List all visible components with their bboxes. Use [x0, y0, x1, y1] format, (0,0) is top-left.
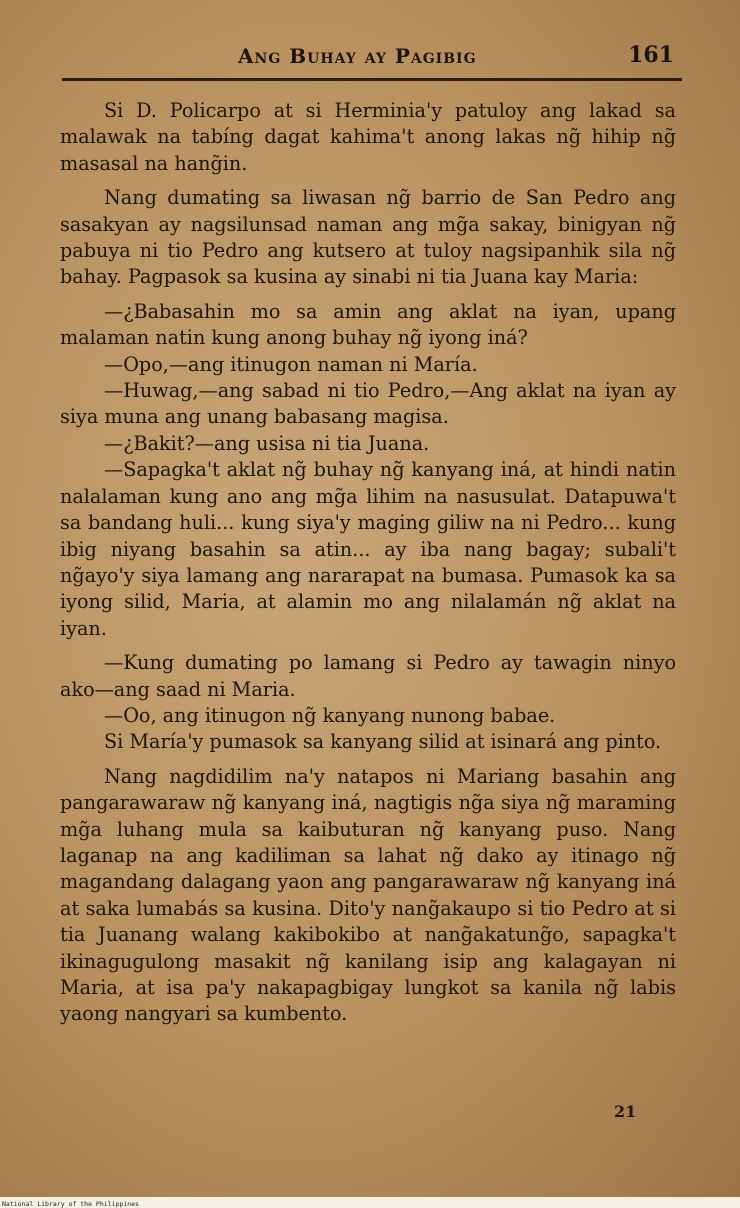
- library-credit: National Library of the Philippines: [2, 1200, 139, 1208]
- paragraph: —Kung dumating po lamang si Pedro ay tawagin ninyo ako—ang saad ni Maria.: [60, 651, 676, 701]
- page-header: [60, 42, 680, 72]
- paragraph: —Oo, ang itinugon ng̃ kanyang nunong babae.: [104, 703, 556, 727]
- paragraph: —Huwag,—ang sabad ni tio Pedro,—Ang aklat na iyan ay siya muna ang unang babasang magisa.: [60, 379, 676, 429]
- running-head: Ang Buhay ay Pagibig: [238, 44, 477, 68]
- signature-mark: 21: [614, 1102, 637, 1121]
- paragraph: —¿Bakit?—ang usisa ni tia Juana.: [104, 431, 430, 455]
- paragraph: —¿Babasahin mo sa amin ang aklat na iyan, upang malaman natin kung anong buhay ng̃ iyong iná?: [60, 299, 676, 350]
- page-number: 161: [628, 42, 674, 68]
- paragraph: Nang dumating sa liwasan ng̃ barrio de San Pedro ang sasakyan ay nagsilunsad naman ang mg̃a sakay, binigyan ng̃ pabuya ni tio Pedro ang kutsero at tuloy nagsipanhik sila ng̃ bahay. Pagpasok sa kusina ay sinabi ni tia Juana kay Maria:: [60, 186, 676, 289]
- paragraph: Si María'y pumasok sa kanyang silid at isinará ang pinto.: [104, 730, 662, 754]
- paragraph: —Opo,—ang itinugon naman ni María.: [104, 352, 478, 376]
- paragraph: Nang nagdidilim na'y natapos ni Mariang basahin ang pangarawaraw ng̃ kanyang iná, nagtigis ng̃a siya ng̃ maraming mg̃a luhang mula sa kaibuturan ng̃ kanyang puso. Nang laganap na ang kadiliman sa lahat ng̃ dako ay itinago ng̃ magandang dalagang yaon ang pangarawaraw ng̃ kanyang iná at saka lumabás sa kusina. Dito'y nang̃akaupo si tio Pedro at si tia Juanang walang kakibokibo at nang̃akatung̃o, sapagka't ikinagugulong masakit ng̃ kanilang isip ang kalagayan ni Maria, at isa pa'y nakapagbigay lungkot sa kanila ng̃ labis yaong nangyari sa kumbento.: [60, 764, 676, 1026]
- header-rule: [62, 78, 682, 81]
- body-text: [60, 98, 676, 1028]
- paragraph: Si D. Policarpo at si Herminia'y patuloy ang lakad sa malawak na tabíng dagat kahima't anong lakas ng̃ hihip ng̃ masasal na hang̃in.: [60, 99, 676, 175]
- paragraph: —Sapagka't aklat ng̃ buhay ng̃ kanyang iná, at hindi natin nalalaman kung ano ang mg̃a lihim na nasusulat. Datapuwa't sa bandang huli... kung siya'y maging giliw na ni Pedro... kung ibig niyang basahin sa atin... ay iba nang bagay; subali't ng̃ayo'y siya lamang ang nararapat na bumasa. Pumasok ka sa iyong silid, Maria, at alamin mo ang nilalamán ng̃ aklat na iyan.: [60, 458, 676, 640]
